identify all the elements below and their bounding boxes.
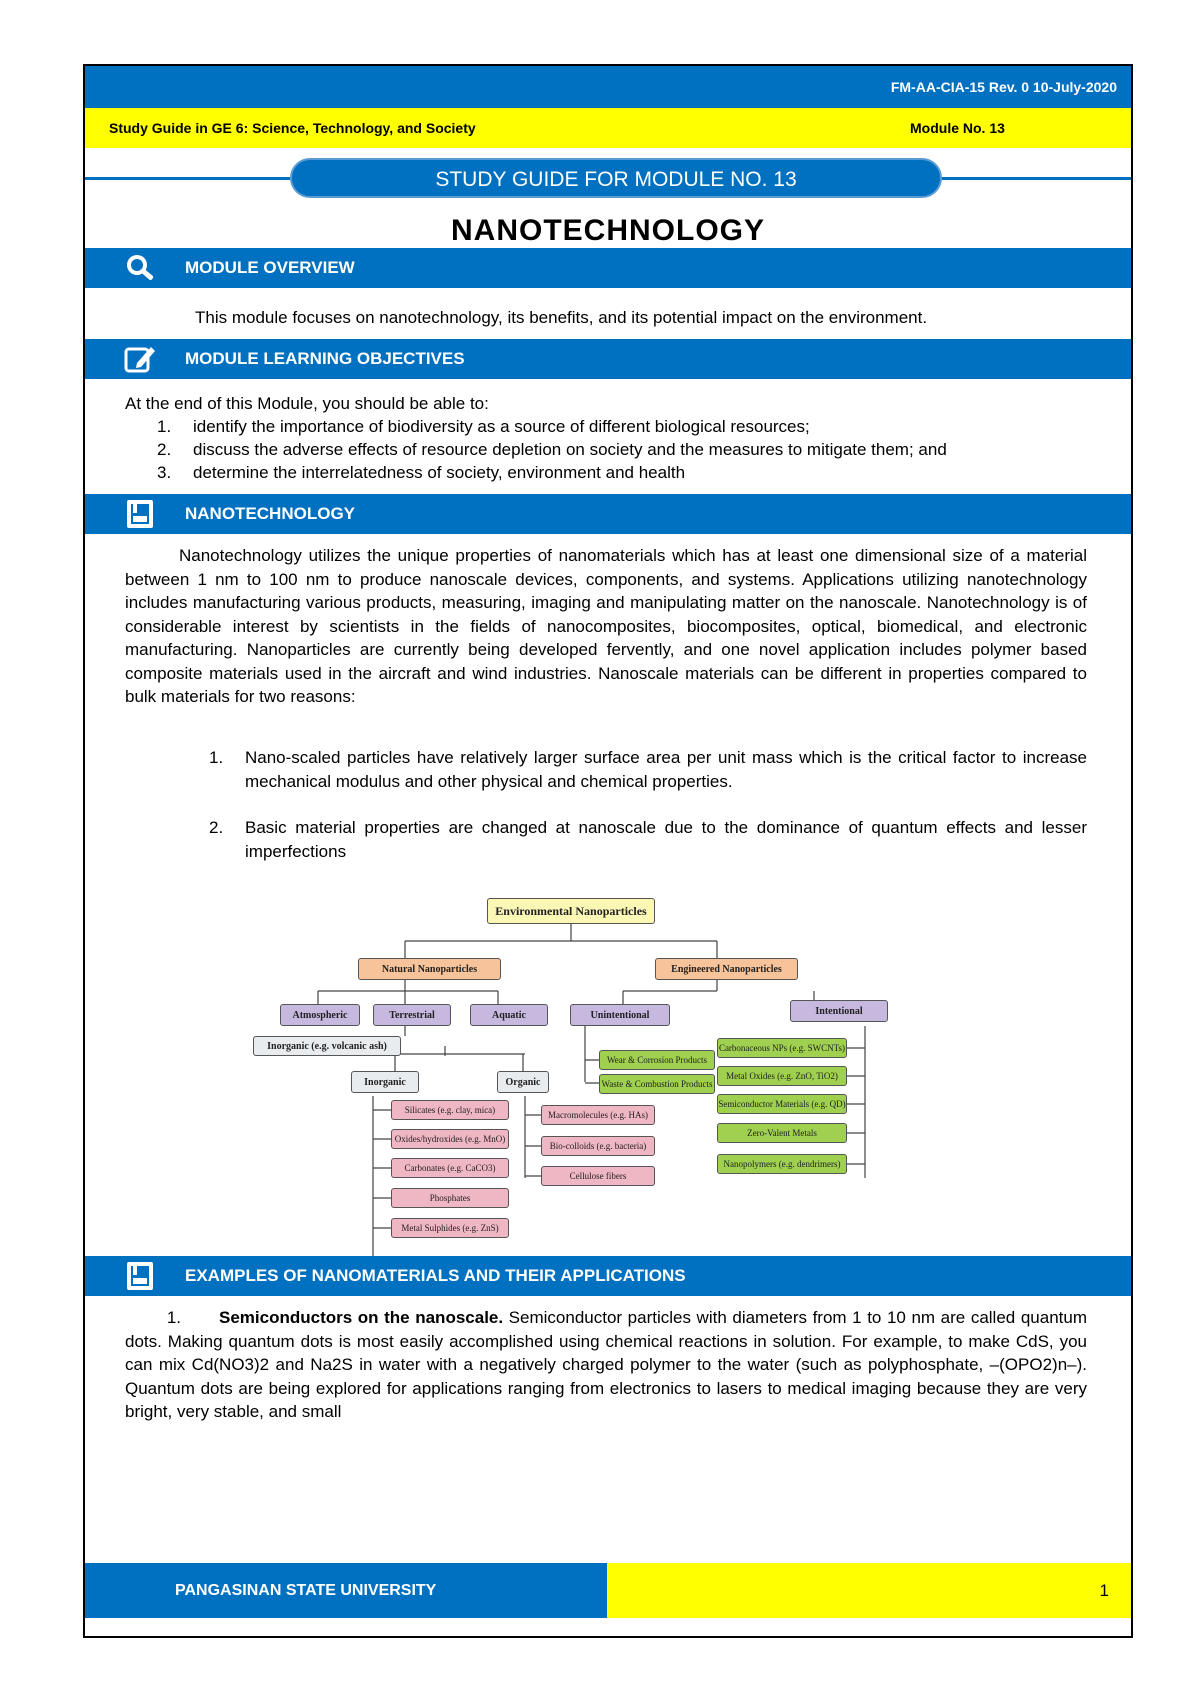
form-code: FM-AA-CIA-15 Rev. 0 10-July-2020 [890, 79, 1117, 95]
divider-right [937, 177, 1131, 180]
divider-left [85, 177, 295, 180]
diagram-inorganic-ash: Inorganic (e.g. volcanic ash) [253, 1036, 401, 1056]
reason-text: Basic material properties are changed at nanoscale due to the dominance of quantum effects and lesser imperfections [245, 818, 1087, 861]
reason-num: 1. [209, 748, 224, 767]
header-yellow-bar [85, 108, 1131, 148]
diagram-inorganic: Inorganic [351, 1071, 419, 1093]
example-text: Semiconductor particles with diameters from 1 to 10 nm are called quantum dots. Making quantum dots is most easily accomplished using chemical reactions in solution. For example, to make CdS, you can mix Cd(NO3)2 and Na2S in water with a negatively charged polymer to the water (such as polyphosphate, –(OPO2)n–). Quantum dots are being explored for applications ranging from electronics to lasers to medical imaging because they are very bright, very stable, and small [125, 1308, 1087, 1421]
footer-blue [85, 1563, 607, 1618]
diagram-root: Environmental Nanoparticles [487, 898, 655, 924]
nanotech-heading: NANOTECHNOLOGY [185, 504, 355, 523]
nanotech-paragraph: Nanotechnology utilizes the unique properties of nanomaterials which has at least one dimensional size of a material between 1 nm to 100 nm to produce nanoscale devices, components, and systems. Applications utilizing nanotechnology includes manufacturing various products, measuring, imaging and manipulating matter on the nanoscale. Nanotechnology is of considerable interest by scientists in the fields of nanocomposites, biocomposites, optical, biomedical, and electronic manufacturing. Nanoparticles are currently being developed fervently, and one novel application includes polymer based composite materials used in the aircraft and wind industries. Nanoscale materials can be different in properties compared to bulk materials for two reasons: [125, 546, 1087, 706]
diagram-organic-item: Cellulose fibers [541, 1166, 655, 1186]
diagram-intentional-item: Metal Oxides (e.g. ZnO, TiO2) [717, 1066, 847, 1086]
diagram-inorganic-item: Metal Sulphides (e.g. ZnS) [391, 1218, 509, 1238]
page-frame [83, 64, 1133, 1638]
objective-text: discuss the adverse effects of resource depletion on society and the measures to mitigate them; and [193, 440, 947, 459]
overview-text: This module focuses on nanotechnology, its benefits, and its potential impact on the environment. [195, 308, 928, 327]
objective-num: 2. [157, 440, 172, 459]
example-title: Semiconductors on the nanoscale. [219, 1308, 504, 1327]
pencil-edit-icon [123, 343, 159, 375]
nanoparticles-diagram [265, 896, 945, 1256]
example-paragraph [125, 1306, 1087, 1424]
diagram-unintentional-item: Wear & Corrosion Products [599, 1050, 715, 1070]
section-nanotech-header [85, 494, 1131, 534]
objective-text: determine the interrelatedness of society, environment and health [193, 463, 686, 482]
diagram-intentional-item: Zero-Valent Metals [717, 1123, 847, 1143]
objectives-intro: At the end of this Module, you should be able to: [125, 394, 489, 413]
diagram-intentional-item: Carbonaceous NPs (e.g. SWCNTs) [717, 1038, 847, 1058]
diagram-organic-item: Bio-colloids (e.g. bacteria) [541, 1136, 655, 1156]
diagram-engineered: Engineered Nanoparticles [655, 958, 798, 980]
module-number: Module No. 13 [910, 120, 1005, 136]
diagram-unintentional-item: Waste & Combustion Products [599, 1074, 715, 1094]
magnifier-icon [123, 252, 159, 284]
diagram-inorganic-item: Phosphates [391, 1188, 509, 1208]
diagram-organic-item: Macromolecules (e.g. HAs) [541, 1105, 655, 1125]
diagram-terrestrial: Terrestrial [373, 1004, 451, 1026]
study-guide-banner: STUDY GUIDE FOR MODULE NO. 13 [290, 158, 942, 198]
diagram-intentional-item: Semiconductor Materials (e.g. QD) [717, 1094, 847, 1114]
objective-text: identify the importance of biodiversity as a source of different biological resources; [193, 417, 810, 436]
diagram-unintentional: Unintentional [570, 1004, 670, 1026]
footer-yellow [607, 1563, 1131, 1618]
objectives-heading: MODULE LEARNING OBJECTIVES [185, 349, 465, 368]
diagram-intentional: Intentional [790, 1000, 888, 1022]
book-icon [123, 498, 159, 530]
section-examples-header [85, 1256, 1131, 1296]
objective-num: 1. [157, 417, 172, 436]
section-overview-header [85, 248, 1131, 288]
reason-num: 2. [209, 818, 224, 837]
diagram-inorganic-item: Carbonates (e.g. CaCO3) [391, 1158, 509, 1178]
diagram-atmospheric: Atmospheric [280, 1004, 360, 1026]
diagram-aquatic: Aquatic [470, 1004, 548, 1026]
examples-heading: EXAMPLES OF NANOMATERIALS AND THEIR APPLICATIONS [185, 1266, 686, 1285]
diagram-intentional-item: Nanopolymers (e.g. dendrimers) [717, 1154, 847, 1174]
diagram-natural: Natural Nanoparticles [358, 958, 501, 980]
university-name: PANGASINAN STATE UNIVERSITY [175, 1582, 437, 1599]
overview-heading: MODULE OVERVIEW [185, 258, 355, 277]
diagram-inorganic-item: Oxides/hydroxides (e.g. MnO) [391, 1129, 509, 1149]
reason-text: Nano-scaled particles have relatively larger surface area per unit mass which is the critical factor to increase mechanical modulus and other physical and chemical properties. [245, 748, 1087, 791]
section-objectives-header [85, 339, 1131, 379]
example-num: 1. [166, 1308, 181, 1327]
page-title: NANOTECHNOLOGY [451, 214, 765, 247]
page-number: 1 [1099, 1581, 1109, 1600]
book-icon [123, 1260, 159, 1292]
diagram-organic: Organic [497, 1071, 549, 1093]
course-title: Study Guide in GE 6: Science, Technology, and Society [109, 120, 476, 136]
objective-num: 3. [157, 463, 172, 482]
diagram-inorganic-item: Silicates (e.g. clay, mica) [391, 1100, 509, 1120]
header-blue-bar [85, 66, 1131, 108]
